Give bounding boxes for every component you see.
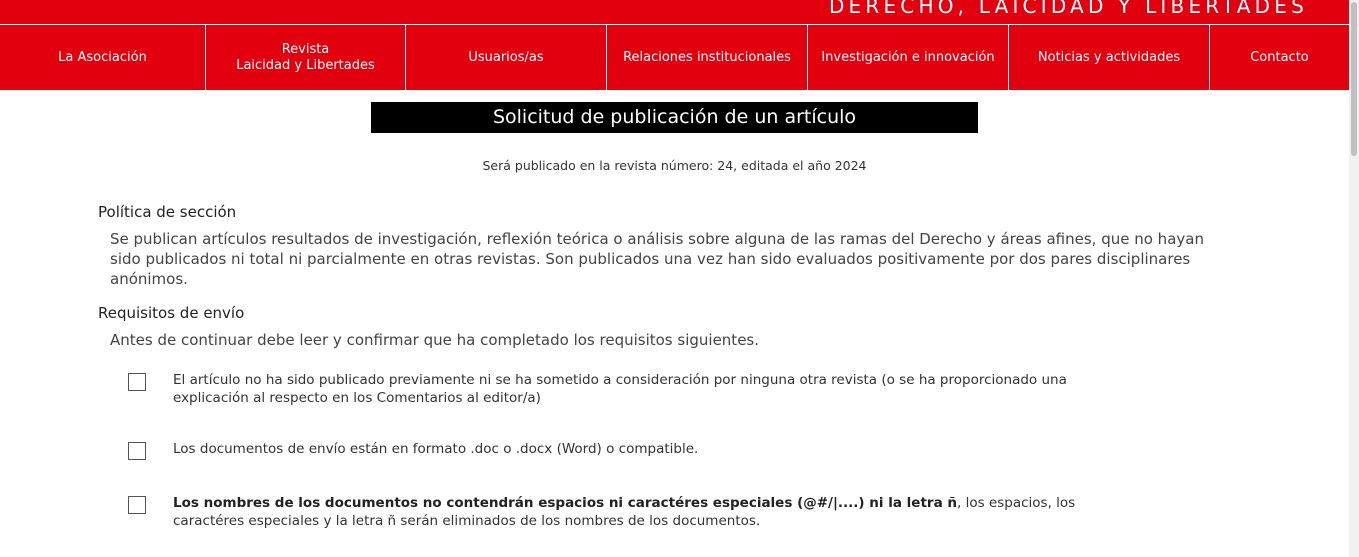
nav-item-label: Investigación e innovación	[821, 49, 995, 65]
top-bar	[0, 0, 1349, 24]
requirement-bold-text: Los nombres de los documentos no contendrán espacios ni caractéres especiales (@#/|....) ni la letra ñ	[173, 495, 957, 511]
site-brand[interactable]: DERECHO, LAICIDAD Y LIBERTADES	[828, 0, 1308, 18]
requirement-body-text: , los espacios, los caractéres especiales y la letra ñ serán eliminados de los nombres de los documentos.	[173, 495, 1076, 529]
nav-item-investigacion[interactable]	[808, 25, 1009, 90]
page-title: Solicitud de publicación de un artículo	[371, 102, 978, 133]
requirement-text	[173, 371, 1108, 407]
policy-heading: Política de sección	[98, 203, 237, 221]
main-nav	[0, 25, 1349, 90]
nav-item-label: Contacto	[1250, 49, 1309, 65]
requirement-checkbox[interactable]	[128, 373, 146, 391]
nav-item-asociacion[interactable]	[0, 25, 206, 90]
requirement-checkbox[interactable]	[128, 496, 146, 514]
requirement-body-text: El artículo no ha sido publicado previamente ni se ha sometido a consideración por ninguna otra revista (o se ha proporcionado una explicación al respecto en los Comentarios al editor/a)	[173, 372, 1067, 406]
nav-item-sublabel: Laicidad y Libertades	[236, 57, 375, 73]
nav-item-contacto[interactable]	[1210, 25, 1349, 90]
nav-item-revista[interactable]	[206, 25, 406, 90]
nav-item-label: Relaciones institucionales	[623, 49, 791, 65]
requirement-text	[173, 440, 1108, 458]
nav-item-relaciones[interactable]	[607, 25, 808, 90]
policy-text: Se publican artículos resultados de investigación, reflexión teórica o análisis sobre alguna de las ramas del Derecho y áreas afines, que no hayan sido publicados ni total ni parcialmente en otras revistas. Son publicados una vez han sido evaluados positivamente por dos pares disciplinares anónimos.	[110, 230, 1204, 288]
requirement-checkbox[interactable]	[128, 442, 146, 460]
nav-item-label: Noticias y actividades	[1037, 49, 1181, 65]
issue-notice: Será publicado en la revista número: 24, editada el año 2024	[482, 158, 867, 173]
nav-item-label: Usuarios/as	[468, 49, 544, 65]
nav-item-noticias[interactable]	[1009, 25, 1210, 90]
nav-item-label: Revista	[281, 41, 330, 57]
requirements-heading: Requisitos de envío	[98, 304, 245, 322]
requirements-intro: Antes de continuar debe leer y confirmar que ha completado los requisitos siguientes.	[110, 331, 759, 349]
nav-item-usuarios[interactable]	[406, 25, 607, 90]
requirement-text	[173, 494, 1108, 530]
page-scrollbar[interactable]	[1349, 0, 1359, 557]
nav-item-label: La Asociación	[58, 49, 147, 65]
requirement-body-text: Los documentos de envío están en formato .doc o .docx (Word) o compatible.	[173, 441, 699, 457]
scrollbar-thumb[interactable]	[1351, 2, 1357, 156]
